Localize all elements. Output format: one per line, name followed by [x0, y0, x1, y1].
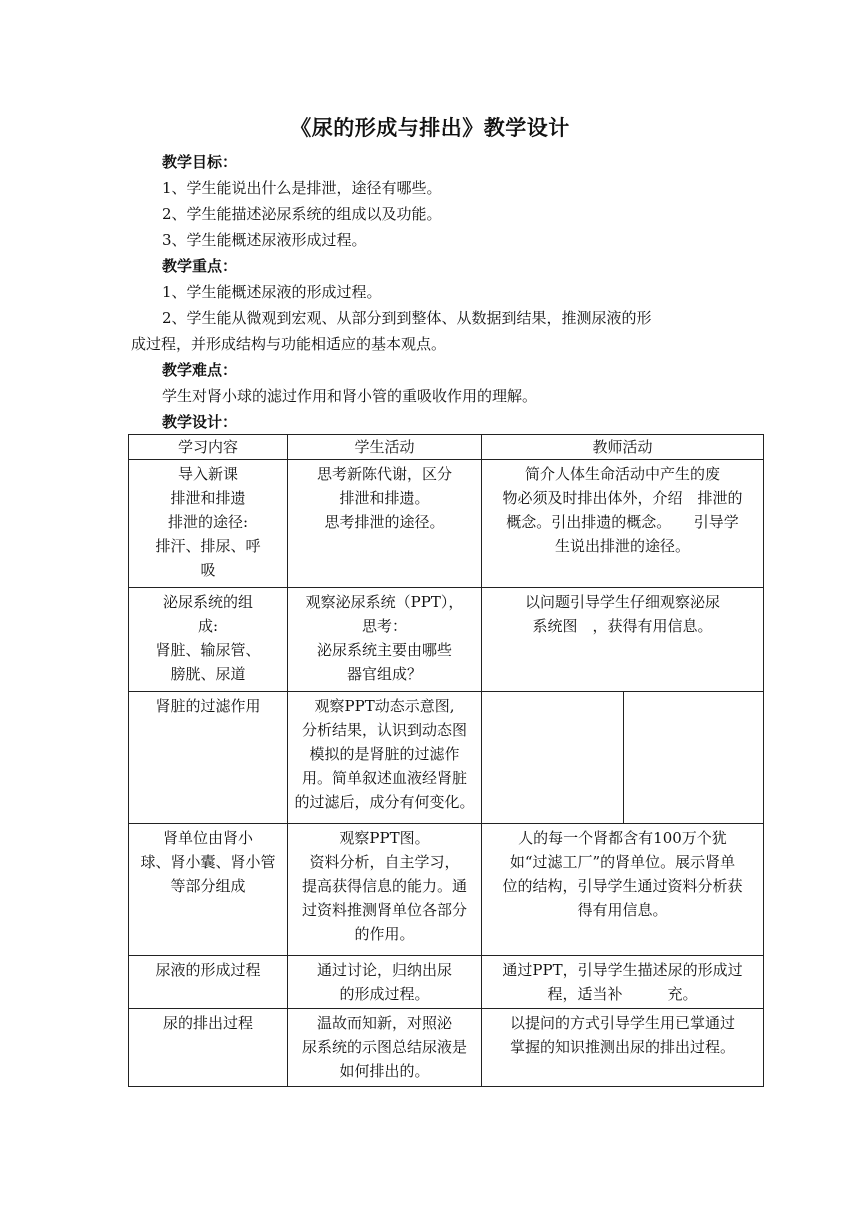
objective-item: 1、学生能说出什么是排泄，途径有哪些。 — [162, 179, 442, 197]
design-heading: 教学设计： — [162, 413, 238, 431]
cell-content: 导入新课 排泄和排遗 排泄的途径: 排汗、排尿、呼 吸 — [129, 460, 288, 588]
cell-student: 观察PPT动态示意图, 分析结果，认识到动态图 模拟的是肾脏的过滤作 用。简单叙述血液经肾脏 的过滤后，成分有何变化。 — [288, 692, 482, 824]
cell-student: 观察泌尿系统（PPT）， 思考： 泌尿系统主要由哪些 器官组成？ — [288, 588, 482, 692]
objective-item: 3、学生能概述尿液形成过程。 — [162, 231, 367, 249]
cell-content: 肾单位由肾小 球、肾小囊、肾小管 等部分组成 — [129, 824, 288, 956]
objectives-heading: 教学目标： — [162, 153, 238, 171]
cell-student: 思考新陈代谢，区分 排泄和排遗。 思考排泄的途径。 — [288, 460, 482, 588]
cell-student: 通过讨论，归纳出尿 的形成过程。 — [288, 956, 482, 1009]
cell-content: 肾脏的过滤作用 — [129, 692, 288, 824]
keypoint-item-continued: 成过程，并形成结构与功能相适应的基本观点。 — [131, 335, 447, 353]
table-row — [129, 692, 764, 824]
cell-teacher: 通过PPT，引导学生描述尿的形成过 程，适当补 充。 — [482, 956, 764, 1009]
cell-content: 泌尿系统的组 成: 肾脏、输尿管、 膀胱、尿道 — [129, 588, 288, 692]
cell-content: 尿液的形成过程 — [129, 956, 288, 1009]
keypoints-heading: 教学重点： — [162, 257, 238, 275]
cell-teacher: 以提问的方式引导学生用已掌通过 掌握的知识推测出尿的排出过程。 — [482, 1009, 764, 1087]
table-row — [129, 460, 764, 588]
cell-divider — [623, 692, 624, 823]
difficulty-text: 学生对肾小球的滤过作用和肾小管的重吸收作用的理解。 — [162, 387, 538, 405]
cell-teacher: 以问题引导学生仔细观察泌尿 系统图 ，获得有用信息。 — [482, 588, 764, 692]
table-header-row — [129, 435, 764, 460]
objective-item: 2、学生能描述泌尿系统的组成以及功能。 — [162, 205, 442, 223]
table-row — [129, 1009, 764, 1087]
header-teacher: 教师活动 — [482, 435, 764, 460]
header-content: 学习内容 — [129, 435, 288, 460]
table-row — [129, 824, 764, 956]
difficulty-heading: 教学难点： — [162, 361, 238, 379]
keypoint-item: 1、学生能概述尿液的形成过程。 — [162, 283, 382, 301]
keypoint-item: 2、学生能从微观到宏观、从部分到到整体、从数据到结果，推测尿液的形 — [162, 309, 652, 327]
header-student: 学生活动 — [288, 435, 482, 460]
lesson-plan-table — [128, 434, 764, 1087]
document-title: 《尿的形成与排出》教学设计 — [290, 116, 570, 140]
cell-student: 温故而知新，对照泌 尿系统的示图总结尿液是 如何排出的。 — [288, 1009, 482, 1087]
cell-teacher-empty-split — [482, 692, 764, 824]
cell-student: 观察PPT图。 资料分析，自主学习， 提高获得信息的能力。通 过资料推测肾单位各部分 的作用。 — [288, 824, 482, 956]
cell-content: 尿的排出过程 — [129, 1009, 288, 1087]
cell-teacher: 简介人体生命活动中产生的废 物必须及时排出体外，介绍 排泄的 概念。引出排遗的概念。 引导学 生说出排泄的途径。 — [482, 460, 764, 588]
table-row — [129, 588, 764, 692]
cell-teacher: 人的每一个肾都含有100万个犹 如“过滤工厂”的肾单位。展示肾单 位的结构，引导学生通过资料分析获 得有用信息。 — [482, 824, 764, 956]
table-row — [129, 956, 764, 1009]
